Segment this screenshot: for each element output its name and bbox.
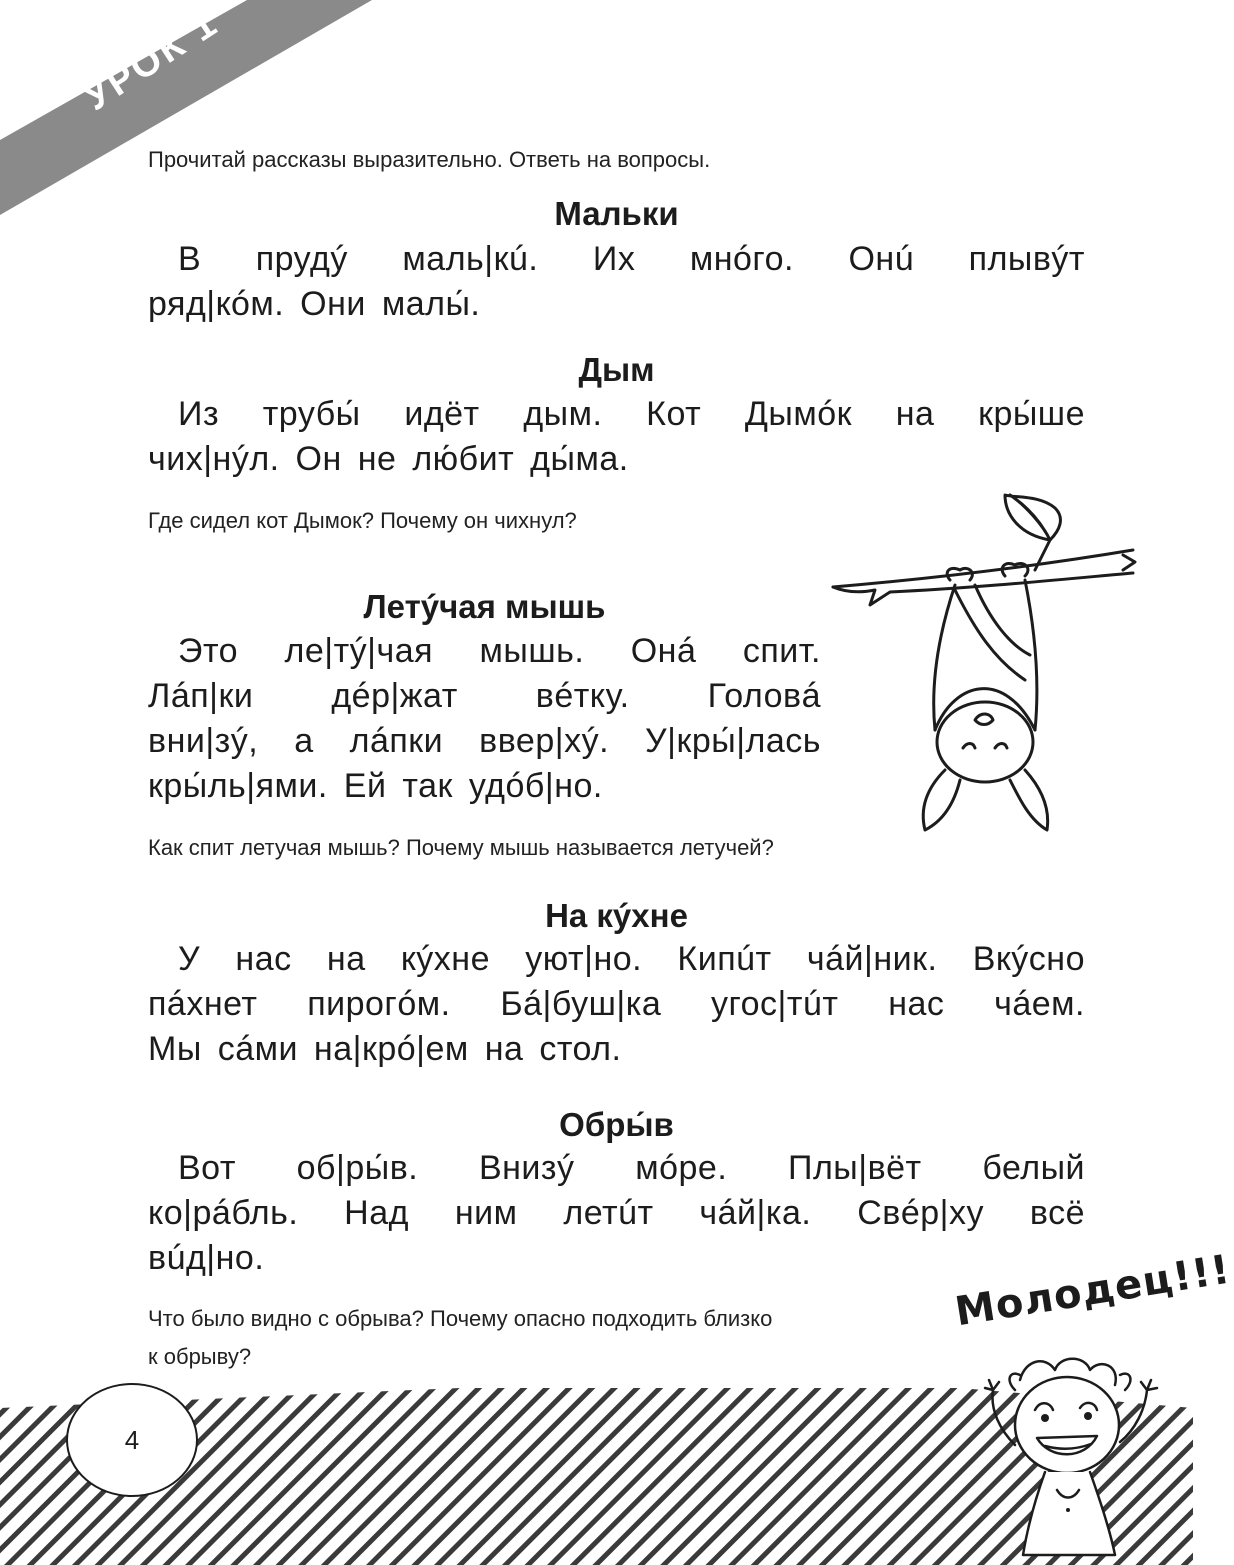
text-line: В прудý маль|кú. Их мнóго. Онú плывýт [178, 240, 1085, 278]
text-line: чих|нýл. Он не лю́бит ды́ма. [148, 440, 629, 478]
text-line: вúд|но. [148, 1239, 265, 1277]
story-text-kitchen [148, 937, 1085, 1072]
happy-child-icon [975, 1350, 1175, 1565]
text-line: ко|рáбль. Над ним летúт чáй|ка. Свéр|ху всё [148, 1194, 1085, 1232]
story-text-dym [148, 392, 1085, 482]
question-1: Где сидел кот Дымок? Почему он чихнул? [148, 508, 577, 533]
question-3 [148, 1300, 772, 1376]
bat-illustration [825, 480, 1145, 840]
story-title-cliff: Обры́в [559, 1106, 674, 1143]
story-title-kitchen: На кýхне [545, 897, 688, 934]
question-3-line-1: Что было видно с обрыва? Почему опасно подходить близко [148, 1306, 773, 1331]
story-text-bat [148, 629, 821, 809]
text-line: кры́ль|ями. Ей так удóб|но. [148, 767, 603, 805]
text-line: Лáп|ки дéр|жат вéтку. Головá [148, 677, 821, 715]
story-title-bat: Летýчая мышь [363, 588, 606, 625]
lesson-banner [0, 0, 400, 220]
text-line: У нас на кýхне уют|но. Кипúт чáй|ник. Вкýсно [178, 940, 1085, 978]
text-line: ряд|кóм. Они малы́. [148, 285, 481, 323]
text-line: пáхнет пирогóм. Бá|буш|ка угос|тúт нас чáем. [148, 985, 1085, 1023]
text-line: Вот об|ры́в. Внизý мóре. Плы|вёт белый [178, 1149, 1085, 1187]
text-line: Из трубы́ идёт дым. Кот Дымóк на кры́ше [178, 395, 1085, 433]
question-3-line-2: к обрыву? [148, 1344, 252, 1369]
text-line: Это ле|тý|чая мышь. Онá спит. [178, 632, 821, 670]
page-number-text: 4 [124, 1424, 140, 1455]
praise-text: Молодец!!! [952, 1246, 1234, 1336]
text-line: вни|зý, а лáпки ввер|хý. У|кры́|лась [148, 722, 821, 760]
instruction: Прочитай рассказы выразительно. Ответь на вопросы. [148, 147, 711, 172]
lesson-label: УРОК 1 [76, 1, 227, 120]
story-text-malki [148, 237, 1085, 327]
story-title-malki: Мальки [554, 195, 679, 232]
story-title-dym: Дым [578, 351, 655, 388]
story-text-cliff [148, 1146, 1085, 1281]
text-line: Мы сáми на|крó|ем на стол. [148, 1030, 622, 1068]
question-2: Как спит летучая мышь? Почему мышь называется летучей? [148, 835, 774, 860]
page-number [66, 1383, 198, 1497]
